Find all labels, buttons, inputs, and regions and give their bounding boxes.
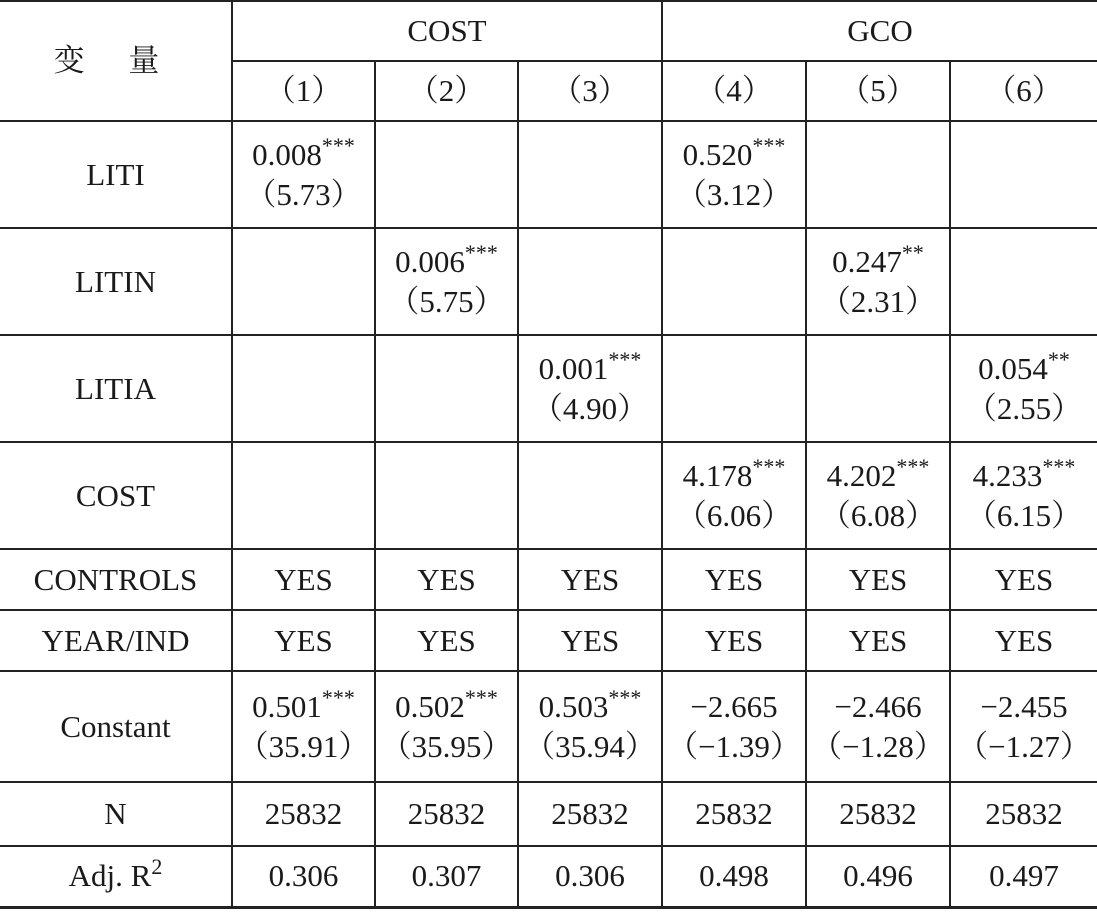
row-label: [0, 442, 232, 549]
empty-cell: [950, 228, 1097, 335]
value-cell: 25832: [662, 782, 806, 846]
coefficient-line: [951, 687, 1097, 727]
empty-cell: [375, 442, 518, 549]
empty-cell: [950, 121, 1097, 228]
significance-stars: ***: [896, 453, 930, 479]
value-cell: YES: [662, 549, 806, 610]
t-statistic: （−1.28）: [811, 728, 945, 764]
empty-cell: [662, 335, 806, 442]
value-cell: YES: [232, 610, 375, 671]
column-header: （3）: [518, 61, 662, 121]
coefficient-line: [663, 453, 805, 496]
value-cell: 0.307: [375, 846, 518, 907]
significance-stars: ***: [321, 132, 355, 158]
value-cell: YES: [375, 549, 518, 610]
t-statistic: （35.94）: [524, 728, 656, 764]
coefficient-value: 4.178: [682, 457, 753, 493]
significance-stars: **: [901, 239, 924, 265]
table-row: [0, 782, 1097, 846]
coefficient-cell: [518, 335, 662, 442]
value-cell: 25832: [950, 782, 1097, 846]
row-label: [0, 782, 232, 846]
column-header: （5）: [806, 61, 950, 121]
t-statistic: （5.75）: [388, 283, 505, 319]
value-cell: YES: [518, 610, 662, 671]
column-header: （1）: [232, 61, 375, 121]
coefficient-value: 0.503: [538, 688, 609, 724]
value-cell: YES: [518, 549, 662, 610]
significance-stars: **: [1047, 346, 1070, 372]
header-row-groups: [0, 1, 1097, 61]
variable-header: 变 量: [0, 1, 232, 121]
coefficient-line: [519, 346, 661, 389]
significance-stars: ***: [608, 684, 642, 710]
value-cell: YES: [375, 610, 518, 671]
table-row: [0, 335, 1097, 442]
coefficient-line: [519, 684, 661, 727]
coefficient-value: 4.233: [972, 457, 1043, 493]
coefficient-value: −2.455: [980, 688, 1068, 724]
coefficient-value: 0.502: [395, 688, 465, 724]
coefficient-line: [951, 453, 1097, 496]
coefficient-cell: [232, 671, 375, 782]
coefficient-cell: [806, 228, 950, 335]
empty-cell: [518, 121, 662, 228]
row-label-text: Constant: [60, 708, 171, 744]
row-label: [0, 549, 232, 610]
coefficient-line: [807, 239, 949, 282]
coefficient-line: [663, 132, 805, 175]
value-cell: 25832: [518, 782, 662, 846]
coefficient-cell: [232, 121, 375, 228]
coefficient-line: [807, 453, 949, 496]
coefficient-cell: [662, 671, 806, 782]
value-cell: YES: [806, 549, 950, 610]
value-cell: YES: [950, 549, 1097, 610]
value-cell: 0.306: [232, 846, 375, 907]
table-row: [0, 671, 1097, 782]
coefficient-cell: [518, 671, 662, 782]
t-statistic: （−1.27）: [957, 728, 1091, 764]
group-header-cost: COST: [232, 1, 662, 61]
coefficient-value: 0.001: [538, 350, 609, 386]
row-label: [0, 335, 232, 442]
significance-stars: ***: [752, 132, 786, 158]
coefficient-value: 0.247: [832, 243, 902, 279]
row-label-text: Adj. R: [68, 858, 152, 894]
coefficient-value: 0.006: [395, 243, 465, 279]
coefficient-line: [376, 239, 517, 282]
row-label-superscript: 2: [151, 854, 163, 880]
significance-stars: ***: [608, 346, 642, 372]
t-statistic: （6.15）: [965, 497, 1083, 533]
coefficient-value: 0.054: [978, 350, 1048, 386]
row-label-text: LITIN: [75, 263, 156, 299]
column-header: （6）: [950, 61, 1097, 121]
coefficient-cell: [950, 442, 1097, 549]
coefficient-cell: [375, 671, 518, 782]
value-cell: 25832: [375, 782, 518, 846]
t-statistic: （35.91）: [237, 728, 370, 764]
column-header: （4）: [662, 61, 806, 121]
table-row: [0, 846, 1097, 907]
value-cell: 0.496: [806, 846, 950, 907]
t-statistic: （2.55）: [965, 390, 1083, 426]
row-label: [0, 121, 232, 228]
coefficient-line: [951, 346, 1097, 389]
table-row: [0, 610, 1097, 671]
t-statistic: （6.08）: [819, 497, 937, 533]
coefficient-cell: [375, 228, 518, 335]
table-row: [0, 228, 1097, 335]
empty-cell: [232, 228, 375, 335]
empty-cell: [375, 335, 518, 442]
coefficient-value: 0.520: [682, 136, 753, 172]
coefficient-line: [807, 687, 949, 727]
column-header: （2）: [375, 61, 518, 121]
empty-cell: [806, 121, 950, 228]
significance-stars: ***: [752, 453, 786, 479]
table-row: [0, 549, 1097, 610]
value-cell: 0.497: [950, 846, 1097, 907]
t-statistic: （35.95）: [380, 728, 513, 764]
row-label-text: COST: [75, 477, 156, 513]
coefficient-line: [233, 684, 374, 727]
t-statistic: （4.90）: [531, 390, 649, 426]
coefficient-line: [663, 687, 805, 727]
empty-cell: [232, 335, 375, 442]
empty-cell: [518, 228, 662, 335]
empty-cell: [375, 121, 518, 228]
empty-cell: [518, 442, 662, 549]
coefficient-cell: [950, 335, 1097, 442]
t-statistic: （3.12）: [675, 176, 793, 212]
coefficient-line: [376, 684, 517, 727]
t-statistic: （5.73）: [245, 176, 362, 212]
significance-stars: ***: [464, 239, 498, 265]
value-cell: YES: [662, 610, 806, 671]
coefficient-cell: [662, 442, 806, 549]
row-label-text: LITI: [86, 156, 145, 192]
coefficient-cell: [662, 121, 806, 228]
row-label-text: CONTROLS: [33, 561, 198, 597]
value-cell: 25832: [806, 782, 950, 846]
significance-stars: ***: [1042, 453, 1076, 479]
coefficient-value: 4.202: [826, 457, 897, 493]
coefficient-value: −2.665: [690, 688, 778, 724]
t-statistic: （2.31）: [819, 283, 937, 319]
row-label-text: N: [104, 796, 127, 832]
value-cell: YES: [950, 610, 1097, 671]
t-statistic: （6.06）: [675, 497, 793, 533]
row-label: [0, 610, 232, 671]
row-label: [0, 228, 232, 335]
empty-cell: [662, 228, 806, 335]
value-cell: 25832: [232, 782, 375, 846]
empty-cell: [232, 442, 375, 549]
coefficient-value: −2.466: [834, 688, 922, 724]
table-row: [0, 121, 1097, 228]
row-label-text: LITIA: [75, 370, 156, 406]
value-cell: YES: [806, 610, 950, 671]
row-label-text: YEAR/IND: [41, 622, 190, 658]
row-label: [0, 846, 232, 907]
significance-stars: ***: [321, 684, 355, 710]
significance-stars: ***: [464, 684, 498, 710]
coefficient-value: 0.501: [252, 688, 322, 724]
t-statistic: （−1.39）: [667, 728, 801, 764]
empty-cell: [806, 335, 950, 442]
value-cell: YES: [232, 549, 375, 610]
coefficient-cell: [806, 671, 950, 782]
coefficient-line: [233, 132, 374, 175]
value-cell: 0.498: [662, 846, 806, 907]
coefficient-cell: [806, 442, 950, 549]
row-label: [0, 671, 232, 782]
coefficient-cell: [950, 671, 1097, 782]
coefficient-value: 0.008: [252, 136, 322, 172]
group-header-gco: GCO: [662, 1, 1097, 61]
value-cell: 0.306: [518, 846, 662, 907]
table-row: [0, 442, 1097, 549]
